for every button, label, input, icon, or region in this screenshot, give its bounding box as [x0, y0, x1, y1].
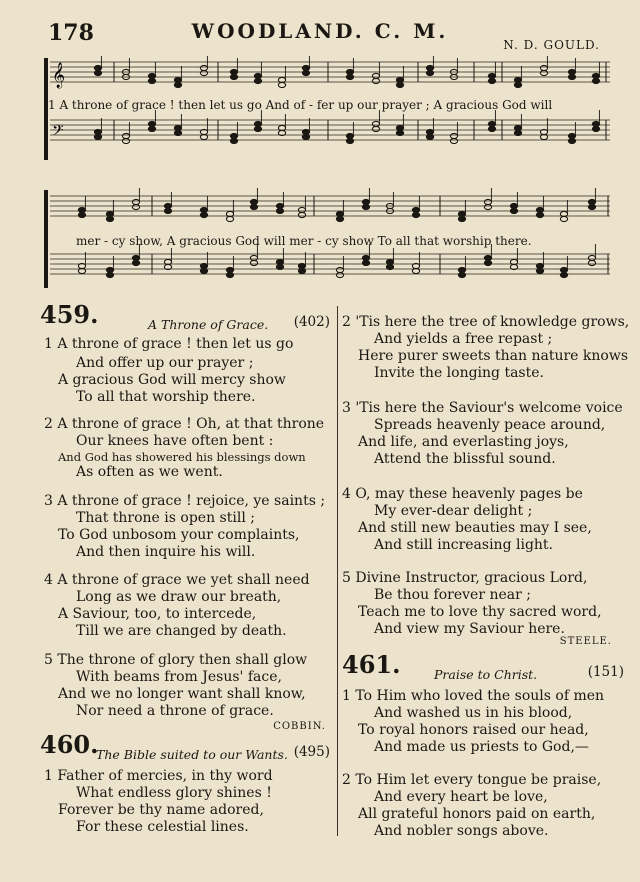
music-note — [174, 77, 181, 82]
music-note — [132, 204, 139, 209]
music-note — [346, 133, 353, 138]
music-note — [588, 260, 595, 265]
music-note — [302, 65, 309, 70]
system-brace — [44, 190, 48, 288]
verse-line: And offer up our prayer ; — [76, 355, 254, 371]
music-note — [450, 138, 457, 143]
verse-line: 4 O, may these heavenly pages be — [342, 486, 583, 502]
music-note — [386, 264, 393, 269]
music-note — [148, 78, 155, 83]
hymn-459-header — [40, 300, 330, 334]
music-note — [148, 73, 155, 78]
music-note — [560, 272, 567, 277]
verse-line: Long as we draw our breath, — [76, 589, 282, 605]
music-note — [254, 73, 261, 78]
music-note — [276, 208, 283, 213]
treble-staff — [50, 62, 610, 82]
tune-title: WOODLAND. C. M. — [191, 19, 449, 43]
lyrics-line-1: 1 A throne of grace ! then let us go And of - fer up our prayer ; A gracious God will — [48, 98, 553, 112]
verse-line: Till we are changed by death. — [76, 623, 287, 639]
music-note — [276, 203, 283, 208]
music-note — [254, 78, 261, 83]
music-note — [362, 204, 369, 209]
music-note — [336, 267, 343, 272]
hymn-title: The Bible suited to our Wants. — [96, 747, 288, 762]
music-note — [514, 77, 521, 82]
page-number: 178 — [48, 20, 94, 46]
verse-line: What endless glory shines ! — [76, 785, 272, 801]
music-note — [588, 199, 595, 204]
music-note — [488, 73, 495, 78]
music-note — [276, 259, 283, 264]
music-note — [458, 267, 465, 272]
hymn-number: 461. — [342, 650, 401, 679]
music-note — [592, 73, 599, 78]
music-note — [94, 70, 101, 75]
music-note — [536, 268, 543, 273]
music-note — [568, 133, 575, 138]
bass-clef-icon: 𝄢 — [52, 122, 64, 143]
music-note — [362, 255, 369, 260]
verse-line: My ever-dear delight ; — [374, 503, 533, 519]
verse-line: And still increasing light. — [374, 537, 553, 553]
music-note — [458, 272, 465, 277]
music-note — [346, 138, 353, 143]
music-note — [426, 129, 433, 134]
music-note — [250, 255, 257, 260]
music-note — [484, 199, 491, 204]
music-note — [254, 126, 261, 131]
verse-line: Invite the longing taste. — [374, 365, 544, 381]
music-note — [164, 208, 171, 213]
music-note — [250, 260, 257, 265]
hymn-reference: (151) — [587, 664, 624, 680]
verse-line: Spreads heavenly peace around, — [374, 417, 606, 433]
music-note — [592, 78, 599, 83]
verse-line: 5 The throne of glory then shall glow — [44, 652, 308, 668]
music-note — [540, 70, 547, 75]
bass-staff — [50, 120, 610, 140]
verse-line: Our knees have often bent : — [76, 433, 274, 449]
music-note — [230, 74, 237, 79]
music-note — [164, 203, 171, 208]
column-divider — [337, 306, 338, 836]
music-note — [78, 207, 85, 212]
verse-line: And we no longer want shall know, — [58, 686, 306, 702]
verse-line: To God unbosom your complaints, — [58, 527, 300, 543]
music-note — [592, 126, 599, 131]
music-note — [426, 134, 433, 139]
hymn-reference: (495) — [293, 744, 330, 760]
verse-line: A Saviour, too, to intercede, — [58, 606, 257, 622]
music-note — [386, 259, 393, 264]
hymn-number: 459. — [40, 300, 99, 329]
verse-line: 1 Father of mercies, in thy word — [44, 768, 273, 784]
music-note — [226, 216, 233, 221]
music-note — [568, 138, 575, 143]
music-note — [132, 199, 139, 204]
verse-line: And washed us in his blood, — [374, 705, 573, 721]
music-note — [302, 134, 309, 139]
hymn-number: 460. — [40, 730, 99, 759]
verse-line: Be thou forever near ; — [374, 587, 531, 603]
music-note — [230, 133, 237, 138]
verse-line: And every heart be love, — [374, 789, 548, 805]
verse-line: As often as we went. — [76, 464, 223, 480]
music-note — [458, 216, 465, 221]
music-note — [514, 82, 521, 87]
music-note — [174, 130, 181, 135]
music-note — [336, 272, 343, 277]
composer: N. D. GOULD. — [503, 38, 600, 52]
music-note — [346, 69, 353, 74]
verse-line: Teach me to love thy sacred word, — [358, 604, 602, 620]
treble-clef-icon: 𝄞 — [52, 63, 66, 88]
hymn-461-header — [342, 650, 624, 684]
music-note — [132, 255, 139, 260]
verse-line: 2 To Him let every tongue be praise, — [342, 772, 602, 788]
music-note — [372, 78, 379, 83]
music-note — [362, 199, 369, 204]
verse-line: And nobler songs above. — [374, 823, 549, 839]
music-note — [200, 65, 207, 70]
music-note — [540, 65, 547, 70]
music-note — [568, 69, 575, 74]
verse-line: And still new beauties may I see, — [358, 520, 592, 536]
music-note — [276, 264, 283, 269]
music-note — [396, 77, 403, 82]
music-note — [230, 69, 237, 74]
verse-line: 2 'Tis here the tree of knowledge grows, — [342, 314, 630, 330]
music-note — [106, 216, 113, 221]
music-note — [298, 263, 305, 268]
music-note — [510, 203, 517, 208]
verse-line: Attend the blissful sound. — [374, 451, 556, 467]
verse-line: A gracious God will mercy show — [58, 372, 286, 388]
music-note — [200, 207, 207, 212]
music-note — [302, 70, 309, 75]
music-note — [536, 207, 543, 212]
music-note — [78, 212, 85, 217]
verse-line: To all that worship there. — [76, 389, 256, 405]
verse-line: And made us priests to God,— — [374, 739, 589, 755]
music-note — [372, 121, 379, 126]
music-note — [362, 260, 369, 265]
hymn-title: A Throne of Grace. — [148, 317, 269, 332]
hymn-460-header — [40, 730, 330, 764]
music-note — [426, 65, 433, 70]
music-note — [514, 125, 521, 130]
music-note — [588, 255, 595, 260]
verse-line: For these celestial lines. — [76, 819, 249, 835]
music-note — [94, 129, 101, 134]
music-note — [568, 74, 575, 79]
music-note — [510, 208, 517, 213]
music-note — [148, 126, 155, 131]
verse-line: All grateful honors paid on earth, — [358, 806, 596, 822]
music-note — [94, 134, 101, 139]
music-note — [458, 211, 465, 216]
music-note — [372, 73, 379, 78]
music-note — [174, 125, 181, 130]
music-note — [122, 133, 129, 138]
music-note — [536, 212, 543, 217]
music-note — [592, 121, 599, 126]
music-note — [200, 70, 207, 75]
music-note — [106, 272, 113, 277]
left-column — [40, 300, 330, 840]
verse-line: And then inquire his will. — [76, 544, 256, 560]
verse-line: And life, and everlasting joys, — [358, 434, 569, 450]
hymn-reference: (402) — [293, 314, 330, 330]
music-note — [94, 65, 101, 70]
music-note — [488, 78, 495, 83]
music-note — [412, 207, 419, 212]
music-note — [514, 130, 521, 135]
verse-line: 1 To Him who loved the souls of men — [342, 688, 605, 704]
music-note — [426, 70, 433, 75]
music-note — [560, 216, 567, 221]
music-note — [250, 204, 257, 209]
music-note — [106, 211, 113, 216]
treble-staff — [50, 196, 610, 216]
music-note — [302, 129, 309, 134]
verse-line: 4 A throne of grace we yet shall need — [44, 572, 310, 588]
music-note — [174, 82, 181, 87]
verse-line: 3 'Tis here the Saviour's welcome voice — [342, 400, 623, 416]
music-note — [412, 212, 419, 217]
music-note — [488, 121, 495, 126]
lyrics-line-2: mer - cy show, A gracious God will mer - cy show To all that worship there. — [76, 234, 532, 248]
music-note — [200, 268, 207, 273]
verse-line: 2 A throne of grace ! Oh, at that throne — [44, 416, 325, 432]
music-note — [488, 126, 495, 131]
verse-line: And God has showered his blessings down — [58, 450, 306, 464]
music-note — [372, 126, 379, 131]
music-note — [298, 212, 305, 217]
music-note — [396, 82, 403, 87]
hymn-title: Praise to Christ. — [434, 667, 538, 682]
music-note — [148, 121, 155, 126]
hymn-author: STEELE. — [559, 636, 612, 647]
music-note — [278, 82, 285, 87]
verse-line: 5 Divine Instructor, gracious Lord, — [342, 570, 588, 586]
music-note — [484, 255, 491, 260]
verse-line: 3 A throne of grace ! rejoice, ye saints ; — [44, 493, 326, 509]
right-column — [342, 310, 630, 840]
music-note — [132, 260, 139, 265]
music-note — [560, 267, 567, 272]
music-note — [122, 138, 129, 143]
verse-line: Forever be thy name adored, — [58, 802, 264, 818]
music-note — [106, 267, 113, 272]
music-note — [200, 212, 207, 217]
music-note — [226, 267, 233, 272]
verse-line: With beams from Jesus' face, — [76, 669, 282, 685]
verse-line: Nor need a throne of grace. — [76, 703, 274, 719]
music-note — [254, 121, 261, 126]
music-note — [230, 138, 237, 143]
music-note — [484, 204, 491, 209]
verse-line: And yields a free repast ; — [374, 331, 553, 347]
music-note — [298, 268, 305, 273]
verse-line: To royal honors raised our head, — [358, 722, 589, 738]
music-note — [450, 133, 457, 138]
verse-line: Here purer sweets than nature knows — [358, 348, 629, 364]
music-note — [336, 211, 343, 216]
verse-line: And view my Saviour here. — [374, 621, 565, 637]
music-note — [250, 199, 257, 204]
music-note — [298, 207, 305, 212]
music-note — [588, 204, 595, 209]
verse-line: 1 A throne of grace ! then let us go — [44, 336, 294, 352]
music-note — [346, 74, 353, 79]
music-note — [396, 125, 403, 130]
music-note — [336, 216, 343, 221]
music-note — [536, 263, 543, 268]
music-note — [200, 263, 207, 268]
hymn-author: COBBIN. — [273, 721, 326, 732]
music-note — [484, 260, 491, 265]
music-note — [226, 272, 233, 277]
music-note — [396, 130, 403, 135]
verse-line: That throne is open still ; — [76, 510, 255, 526]
